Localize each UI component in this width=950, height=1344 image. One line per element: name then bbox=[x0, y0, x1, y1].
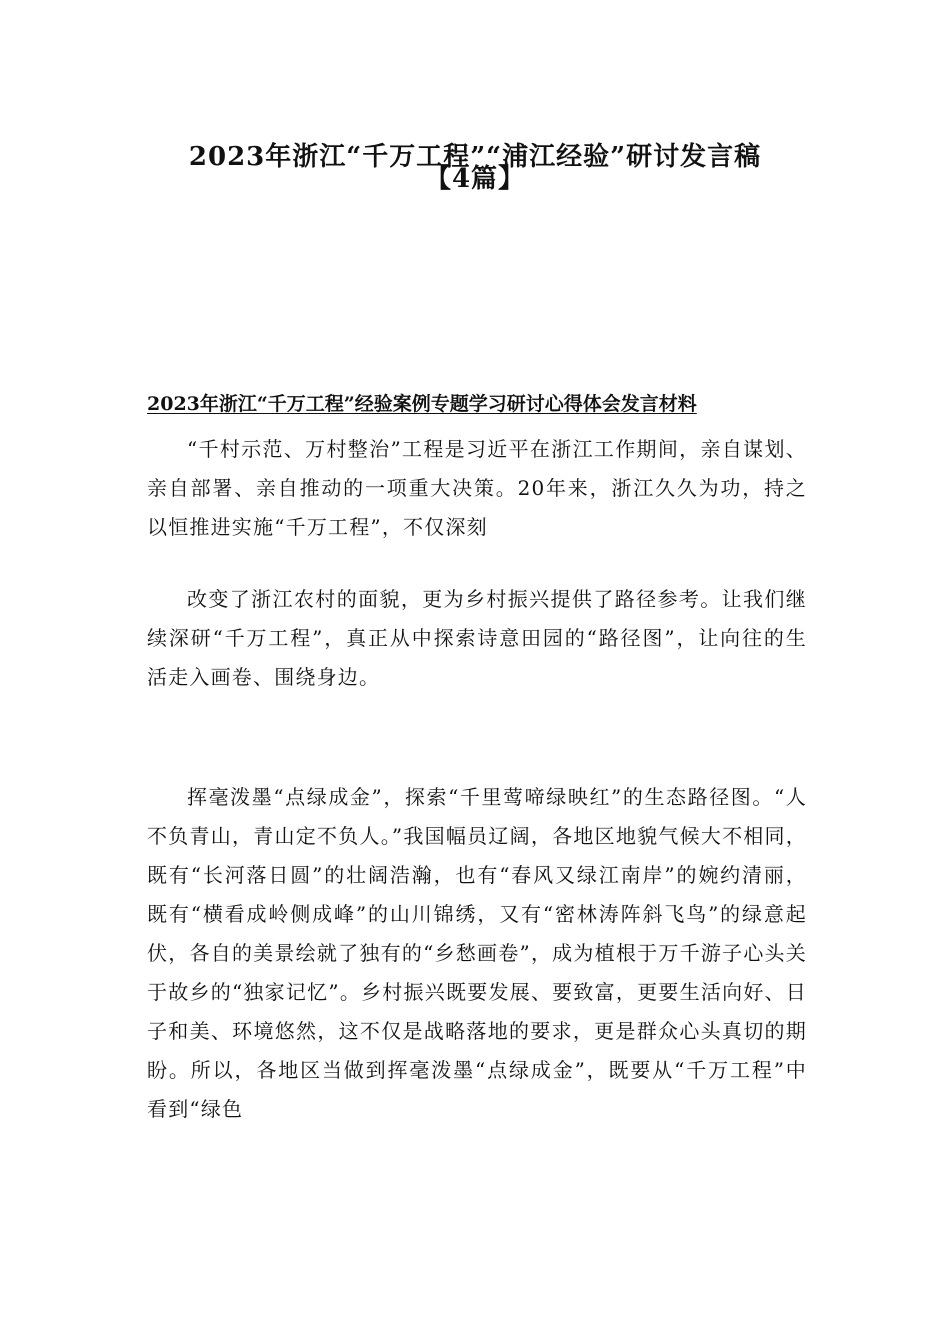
paragraph-3: 挥毫泼墨“点绿成金”，探索“千里莺啼绿映红”的生态路径图。“人不负青山，青山定不负人。”我国幅员辽阔，各地区地貌气候大不相同，既有“长河落日圆”的壮阔浩瀚，也有“春风又绿江南岸”的婉约清丽，既有“横看成岭侧成峰”的山川锦绣，又有“密林涛阵斜飞鸟”的绿意起伏，各自的美景绘就了独有的“乡愁画卷”，成为植根于万千游子心头关于故乡的“独家记忆”。乡村振兴既要发展、要致富，更要生活向好、日子和美、环境悠然，这不仅是战略落地的要求，更是群众心头真切的期盼。所以，各地区当做到挥毫泼墨“点绿成金”，既要从“千万工程”中看到“绿色 bbox=[147, 785, 807, 1121]
paragraph-1: “千村示范、万村整治”工程是习近平在浙江工作期间，亲自谋划、亲自部署、亲自推动的一项重大决策。20年来，浙江久久为功，持之以恒推进实施“千万工程”，不仅深刻 bbox=[147, 437, 807, 539]
paragraph-2: 改变了浙江农村的面貌，更为乡村振兴提供了路径参考。让我们继续深研“千万工程”，真正从中探索诗意田园的“路径图”，让向往的生活走入画卷、围绕身边。 bbox=[147, 587, 807, 689]
section-title: 2023年浙江“千万工程”经验案例专题学习研讨心得体会发言材料 bbox=[147, 393, 697, 415]
document-title-line-1: 2023年浙江“千万工程”“浦江经验”研讨发言稿 bbox=[188, 142, 762, 172]
document-title-line-2: 【4篇】 bbox=[424, 164, 526, 194]
